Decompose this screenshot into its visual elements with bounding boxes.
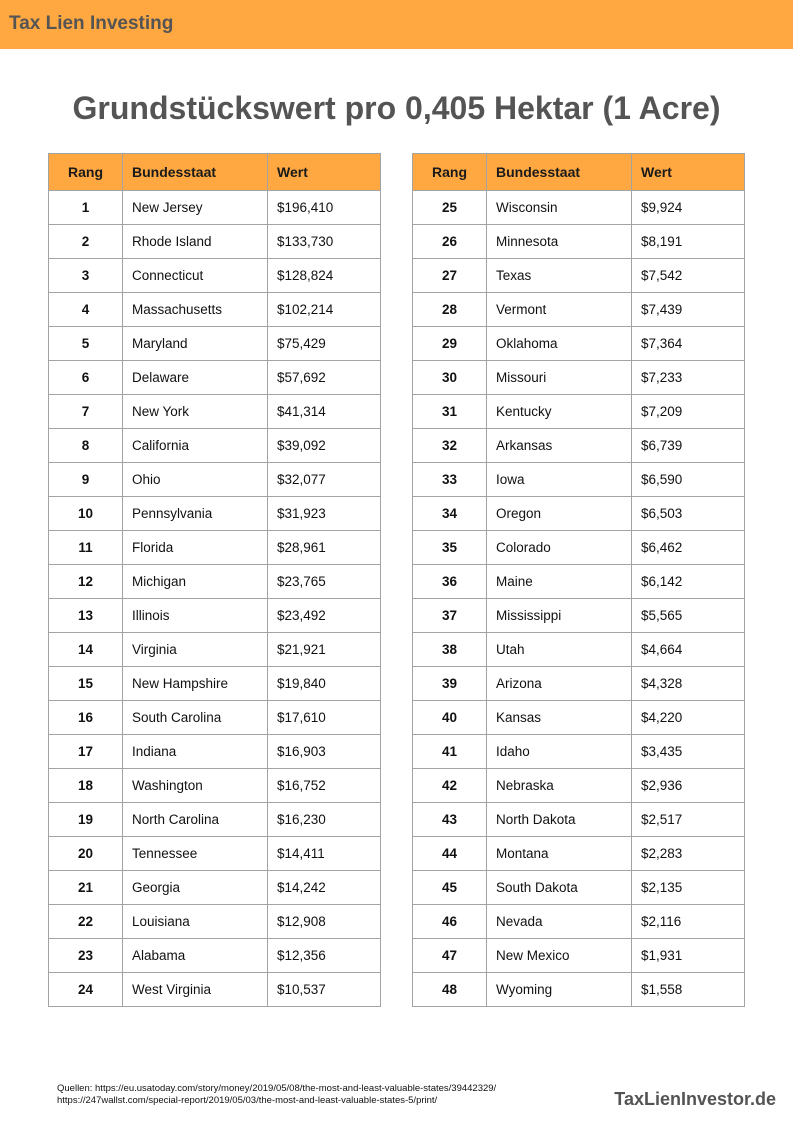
value-cell: $5,565 [632, 599, 745, 633]
state-cell: West Virginia [123, 973, 268, 1007]
value-cell: $23,492 [268, 599, 381, 633]
state-cell: Pennsylvania [123, 497, 268, 531]
source-line: https://247wallst.com/special-report/2019/05/03/the-most-and-least-valuable-states-5/print/ [57, 1095, 438, 1106]
rank-cell: 26 [413, 225, 487, 259]
state-cell: Iowa [487, 463, 632, 497]
rank-cell: 10 [49, 497, 123, 531]
table-row [49, 429, 381, 463]
column-header-rank: Rang [413, 154, 487, 191]
column-header-value: Wert [632, 154, 745, 191]
value-cell: $7,364 [632, 327, 745, 361]
site-logo-text: TaxLienInvestor.de [614, 1089, 776, 1109]
table-row [413, 361, 745, 395]
rank-cell: 27 [413, 259, 487, 293]
table-row [49, 361, 381, 395]
table-row [413, 939, 745, 973]
state-cell: Arkansas [487, 429, 632, 463]
value-cell: $17,610 [268, 701, 381, 735]
state-cell: Utah [487, 633, 632, 667]
state-cell: California [123, 429, 268, 463]
rank-cell: 46 [413, 905, 487, 939]
rank-cell: 2 [49, 225, 123, 259]
rank-cell: 47 [413, 939, 487, 973]
state-cell: Indiana [123, 735, 268, 769]
rank-cell: 11 [49, 531, 123, 565]
state-cell: New Hampshire [123, 667, 268, 701]
value-cell: $41,314 [268, 395, 381, 429]
table-row [49, 531, 381, 565]
state-cell: Tennessee [123, 837, 268, 871]
state-cell: Kansas [487, 701, 632, 735]
table-row [413, 565, 745, 599]
table-header-row [413, 154, 745, 191]
column-header-state: Bundesstaat [123, 154, 268, 191]
rank-cell: 14 [49, 633, 123, 667]
value-cell: $6,739 [632, 429, 745, 463]
table-row [413, 871, 745, 905]
rank-cell: 25 [413, 191, 487, 225]
value-cell: $16,752 [268, 769, 381, 803]
table-row [49, 225, 381, 259]
table-row [413, 735, 745, 769]
rank-cell: 5 [49, 327, 123, 361]
value-cell: $7,233 [632, 361, 745, 395]
table-row [49, 735, 381, 769]
value-cell: $6,142 [632, 565, 745, 599]
table-row [49, 803, 381, 837]
state-cell: North Carolina [123, 803, 268, 837]
table-row [413, 905, 745, 939]
rank-cell: 44 [413, 837, 487, 871]
value-cell: $7,439 [632, 293, 745, 327]
value-cell: $133,730 [268, 225, 381, 259]
value-cell: $9,924 [632, 191, 745, 225]
state-cell: New York [123, 395, 268, 429]
rank-cell: 40 [413, 701, 487, 735]
table-row [413, 225, 745, 259]
table-row [49, 565, 381, 599]
value-cell: $14,411 [268, 837, 381, 871]
state-cell: Maryland [123, 327, 268, 361]
table-row [49, 973, 381, 1007]
table-row [413, 803, 745, 837]
rank-cell: 30 [413, 361, 487, 395]
state-cell: Minnesota [487, 225, 632, 259]
value-cell: $4,664 [632, 633, 745, 667]
sources-note [57, 1083, 496, 1107]
rank-cell: 7 [49, 395, 123, 429]
state-cell: Illinois [123, 599, 268, 633]
table-body-right [413, 191, 745, 1007]
state-cell: South Dakota [487, 871, 632, 905]
rank-cell: 37 [413, 599, 487, 633]
table-row [49, 395, 381, 429]
column-header-rank: Rang [49, 154, 123, 191]
table-row [413, 259, 745, 293]
table-row [413, 837, 745, 871]
rank-cell: 17 [49, 735, 123, 769]
state-cell: Rhode Island [123, 225, 268, 259]
table-row [49, 327, 381, 361]
table-row [49, 667, 381, 701]
rank-cell: 22 [49, 905, 123, 939]
brand-label: Tax Lien Investing [9, 13, 174, 34]
state-cell: Delaware [123, 361, 268, 395]
table-row [413, 463, 745, 497]
table-row [49, 701, 381, 735]
rank-cell: 19 [49, 803, 123, 837]
value-cell: $196,410 [268, 191, 381, 225]
value-cell: $1,558 [632, 973, 745, 1007]
value-cell: $7,209 [632, 395, 745, 429]
state-cell: Wisconsin [487, 191, 632, 225]
rank-cell: 24 [49, 973, 123, 1007]
rank-cell: 48 [413, 973, 487, 1007]
rank-cell: 42 [413, 769, 487, 803]
value-cell: $31,923 [268, 497, 381, 531]
table-row [413, 531, 745, 565]
state-cell: Oregon [487, 497, 632, 531]
table-row [49, 497, 381, 531]
rank-cell: 34 [413, 497, 487, 531]
value-cell: $23,765 [268, 565, 381, 599]
state-cell: Michigan [123, 565, 268, 599]
state-cell: Idaho [487, 735, 632, 769]
rank-cell: 35 [413, 531, 487, 565]
table-row [413, 769, 745, 803]
value-cell: $128,824 [268, 259, 381, 293]
rank-cell: 6 [49, 361, 123, 395]
value-cell: $4,328 [632, 667, 745, 701]
state-cell: New Jersey [123, 191, 268, 225]
state-cell: Georgia [123, 871, 268, 905]
state-cell: Maine [487, 565, 632, 599]
rank-cell: 16 [49, 701, 123, 735]
state-cell: Connecticut [123, 259, 268, 293]
table-row [49, 191, 381, 225]
table-row [413, 633, 745, 667]
state-cell: Louisiana [123, 905, 268, 939]
value-cell: $14,242 [268, 871, 381, 905]
rank-cell: 23 [49, 939, 123, 973]
value-cell: $57,692 [268, 361, 381, 395]
state-cell: Colorado [487, 531, 632, 565]
value-cell: $2,517 [632, 803, 745, 837]
value-cell: $12,908 [268, 905, 381, 939]
value-cell: $2,283 [632, 837, 745, 871]
value-cell: $1,931 [632, 939, 745, 973]
rank-cell: 31 [413, 395, 487, 429]
rank-cell: 32 [413, 429, 487, 463]
table-row [413, 429, 745, 463]
value-cell: $6,503 [632, 497, 745, 531]
table-header-row [49, 154, 381, 191]
state-cell: North Dakota [487, 803, 632, 837]
state-cell: Oklahoma [487, 327, 632, 361]
state-cell: Arizona [487, 667, 632, 701]
table-row [49, 293, 381, 327]
table-row [413, 497, 745, 531]
state-cell: Washington [123, 769, 268, 803]
value-cell: $7,542 [632, 259, 745, 293]
value-cell: $19,840 [268, 667, 381, 701]
rank-cell: 1 [49, 191, 123, 225]
column-header-value: Wert [268, 154, 381, 191]
rank-cell: 38 [413, 633, 487, 667]
rank-cell: 20 [49, 837, 123, 871]
rank-cell: 9 [49, 463, 123, 497]
value-cell: $2,135 [632, 871, 745, 905]
value-cell: $21,921 [268, 633, 381, 667]
rank-cell: 13 [49, 599, 123, 633]
column-header-state: Bundesstaat [487, 154, 632, 191]
table-body-left [49, 191, 381, 1007]
state-cell: Ohio [123, 463, 268, 497]
state-cell: Kentucky [487, 395, 632, 429]
value-cell: $28,961 [268, 531, 381, 565]
table-row [49, 837, 381, 871]
value-cell: $3,435 [632, 735, 745, 769]
table-row [413, 667, 745, 701]
state-cell: Missouri [487, 361, 632, 395]
state-cell: Massachusetts [123, 293, 268, 327]
rank-cell: 33 [413, 463, 487, 497]
value-cell: $32,077 [268, 463, 381, 497]
rank-cell: 45 [413, 871, 487, 905]
rank-cell: 21 [49, 871, 123, 905]
table-row [413, 395, 745, 429]
state-cell: Alabama [123, 939, 268, 973]
table-row [413, 599, 745, 633]
state-cell: Montana [487, 837, 632, 871]
state-cell: Nebraska [487, 769, 632, 803]
value-cell: $39,092 [268, 429, 381, 463]
state-cell: Florida [123, 531, 268, 565]
table-row [49, 599, 381, 633]
state-cell: New Mexico [487, 939, 632, 973]
table-row [49, 905, 381, 939]
table-row [49, 871, 381, 905]
rank-cell: 36 [413, 565, 487, 599]
state-cell: Texas [487, 259, 632, 293]
value-cell: $4,220 [632, 701, 745, 735]
top-banner [0, 0, 793, 49]
table-row [49, 939, 381, 973]
table-row [413, 191, 745, 225]
table-row [413, 973, 745, 1007]
state-cell: Nevada [487, 905, 632, 939]
state-cell: Wyoming [487, 973, 632, 1007]
rank-cell: 4 [49, 293, 123, 327]
rank-cell: 3 [49, 259, 123, 293]
value-cell: $16,230 [268, 803, 381, 837]
state-cell: Mississippi [487, 599, 632, 633]
rank-cell: 41 [413, 735, 487, 769]
state-cell: Vermont [487, 293, 632, 327]
rank-cell: 12 [49, 565, 123, 599]
rank-cell: 28 [413, 293, 487, 327]
ranking-table-right [412, 153, 745, 1007]
rank-cell: 39 [413, 667, 487, 701]
table-row [413, 327, 745, 361]
table-row [49, 463, 381, 497]
value-cell: $2,116 [632, 905, 745, 939]
rank-cell: 8 [49, 429, 123, 463]
ranking-table-left [48, 153, 381, 1007]
value-cell: $102,214 [268, 293, 381, 327]
table-row [49, 633, 381, 667]
rank-cell: 43 [413, 803, 487, 837]
value-cell: $75,429 [268, 327, 381, 361]
value-cell: $2,936 [632, 769, 745, 803]
rank-cell: 29 [413, 327, 487, 361]
state-cell: South Carolina [123, 701, 268, 735]
value-cell: $6,462 [632, 531, 745, 565]
table-row [413, 293, 745, 327]
source-line: Quellen: https://eu.usatoday.com/story/money/2019/05/08/the-most-and-least-valuable-states/39442329/ [57, 1083, 497, 1094]
table-row [49, 259, 381, 293]
value-cell: $8,191 [632, 225, 745, 259]
value-cell: $16,903 [268, 735, 381, 769]
table-row [413, 701, 745, 735]
rank-cell: 15 [49, 667, 123, 701]
value-cell: $12,356 [268, 939, 381, 973]
table-row [49, 769, 381, 803]
state-cell: Virginia [123, 633, 268, 667]
value-cell: $10,537 [268, 973, 381, 1007]
page-title: Grundstückswert pro 0,405 Hektar (1 Acre) [72, 90, 721, 126]
value-cell: $6,590 [632, 463, 745, 497]
rank-cell: 18 [49, 769, 123, 803]
